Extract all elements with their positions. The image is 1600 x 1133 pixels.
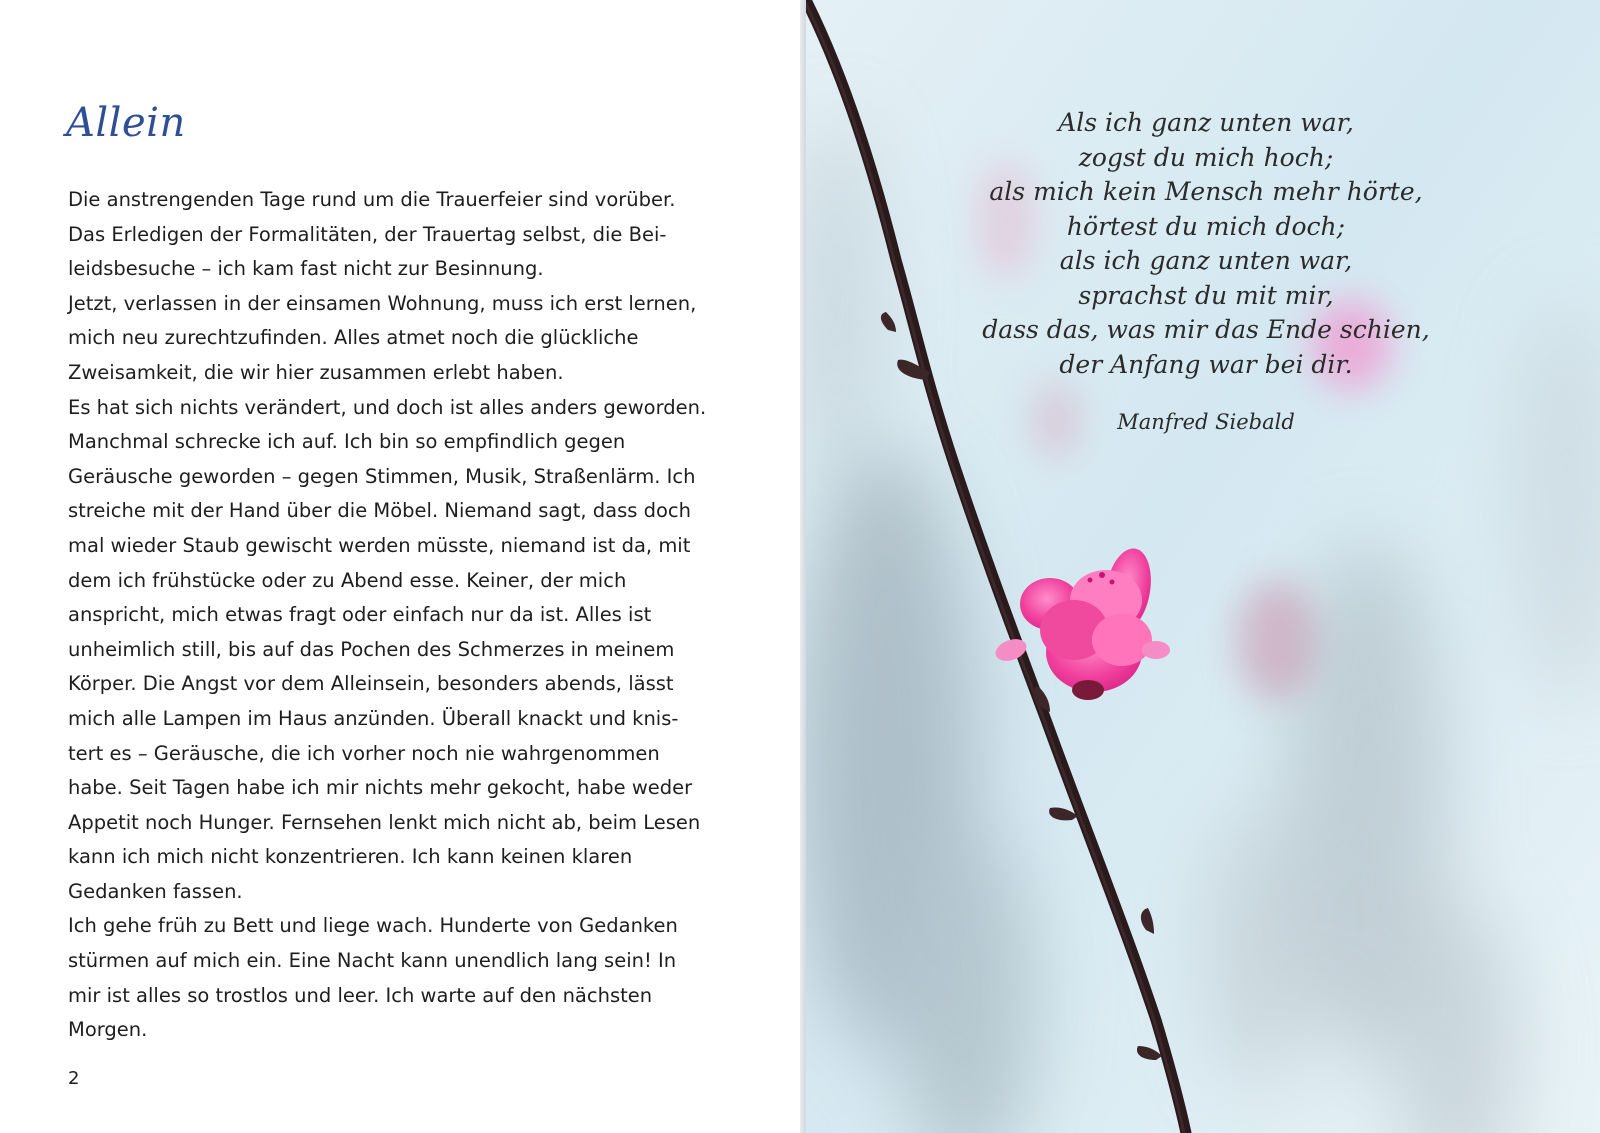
text-line: Gedanken fassen.	[68, 879, 243, 903]
poem-line: zogst du mich hoch;	[1078, 142, 1334, 172]
text-line: habe. Seit Tagen habe ich mir nichts mehr gekocht, habe weder	[68, 776, 693, 800]
text-line: Ich gehe früh zu Bett und liege wach. Hunderte von Gedanken	[68, 914, 678, 938]
right-page	[806, 0, 1600, 1133]
poem-line: der Anfang war bei dir.	[1059, 349, 1353, 379]
poem-line: als mich kein Mensch mehr hörte,	[989, 177, 1423, 206]
body-text	[68, 183, 748, 1048]
text-line: Körper. Die Angst vor dem Alleinsein, besonders abends, lässt	[68, 672, 674, 696]
page-number: 2	[68, 1068, 80, 1089]
text-line: Die anstrengenden Tage rund um die Trauerfeier sind vorüber.	[68, 188, 676, 211]
text-line: streiche mit der Hand über die Möbel. Niemand sagt, dass doch	[68, 499, 692, 523]
text-line: leidsbesuche – ich kam fast nicht zur Besinnung.	[68, 257, 544, 281]
text-line: dem ich frühstücke oder zu Abend esse. Keiner, der mich	[68, 568, 627, 592]
text-line: Jetzt, verlassen in der einsamen Wohnung, muss ich erst lernen,	[68, 291, 697, 315]
text-line: unheimlich still, bis auf das Pochen des Schmerzes in meinem	[68, 637, 675, 661]
poem-line: hörtest du mich doch;	[1066, 211, 1346, 241]
poem-line: dass das, was mir das Ende schien,	[982, 315, 1430, 344]
text-line: Das Erledigen der Formalitäten, der Trauertag selbst, die Bei-	[68, 222, 667, 246]
text-line: mich neu zurechtzufinden. Alles atmet noch die glückliche	[68, 326, 639, 350]
text-line: mir ist alles so trostlos und leer. Ich warte auf den nächsten	[68, 983, 653, 1007]
text-line: Morgen.	[68, 1018, 148, 1042]
text-line: anspricht, mich etwas fragt oder einfach nur da ist. Alles ist	[68, 603, 652, 627]
poem-author: Manfred Siebald	[1117, 410, 1295, 434]
poem-line: als ich ganz unten war,	[1059, 246, 1353, 275]
text-line: Es hat sich nichts verändert, und doch ist alles anders geworden.	[68, 395, 707, 419]
text-line: mich alle Lampen im Haus anzünden. Überall knackt und knis-	[68, 706, 679, 730]
poem	[946, 106, 1466, 382]
text-line: stürmen auf mich ein. Eine Nacht kann unendlich lang sein! In	[68, 949, 677, 973]
text-line: Appetit noch Hunger. Fernsehen lenkt mich nicht ab, beim Lesen	[68, 810, 701, 834]
text-line: tert es – Geräusche, die ich vorher noch nie wahrgenommen	[68, 741, 660, 765]
poem-line: sprachst du mit mir,	[1078, 280, 1334, 310]
text-line: Zweisamkeit, die wir hier zusammen erlebt haben.	[68, 360, 564, 384]
poem-line: Als ich ganz unten war,	[1058, 108, 1354, 137]
text-line: mal wieder Staub gewischt werden müsste, niemand ist da, mit	[68, 533, 691, 557]
text-line: kann ich mich nicht konzentrieren. Ich kann keinen klaren	[68, 845, 633, 869]
page-title: Allein	[66, 100, 186, 146]
text-line: Manchmal schrecke ich auf. Ich bin so empfindlich gegen	[68, 430, 626, 454]
text-line: Geräusche geworden – gegen Stimmen, Musik, Straßenlärm. Ich	[68, 464, 696, 488]
